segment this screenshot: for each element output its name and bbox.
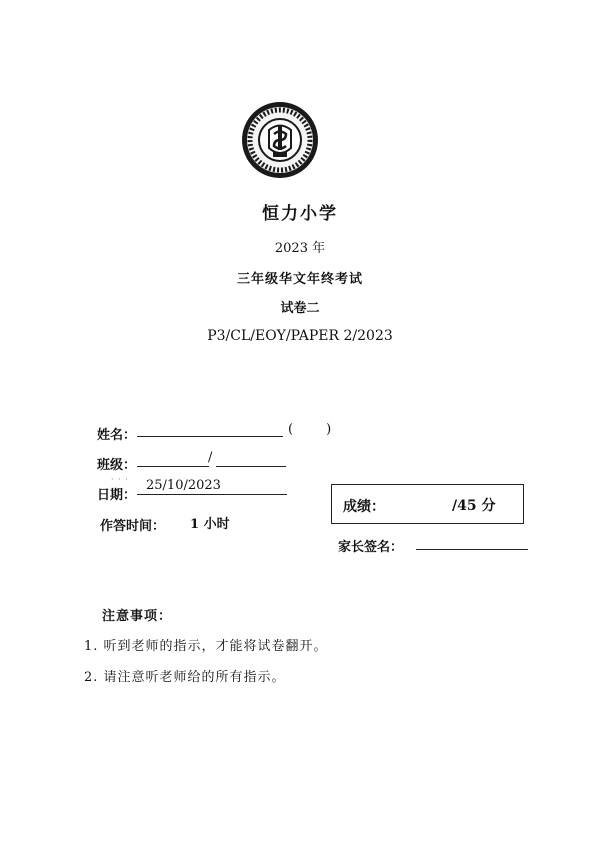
paper-code: P3/CL/EOY/PAPER 2/2023 [207,328,393,344]
parent-signature-field[interactable] [416,549,528,550]
name-label: 姓名： [97,428,137,443]
scan-speck: · · · [111,475,129,484]
date-value: 25/10/2023 [146,478,221,493]
score-box [331,484,524,524]
date-label: 日期： [97,488,137,503]
class-label: 班级： [97,458,137,473]
paper-label: 试卷二 [280,301,320,316]
school-name: 恒力小学 [262,204,338,224]
exam-year: 2023 年 [274,241,326,256]
school-crest-icon [240,100,320,180]
duration-label: 作答时间： [100,519,166,534]
class-level-field[interactable] [137,466,209,467]
notice-heading: 注意事项： [102,609,173,624]
date-field[interactable] [137,494,287,495]
name-field[interactable] [137,436,283,437]
score-total: /45 分 [452,498,496,514]
notice-item: 1. 听到老师的指示，才能将试卷翻开。 [84,639,328,654]
class-separator: / [208,450,213,465]
class-name-field[interactable] [216,466,286,467]
duration-value: 1 小时 [190,517,230,532]
class-number-brackets: ( ) [288,422,332,437]
score-label: 成绩： [343,499,385,515]
parent-signature-label: 家长签名： [338,540,404,555]
exam-title: 三年级华文年终考试 [236,272,363,287]
notice-item: 2. 请注意听老师给的所有指示。 [84,670,286,685]
